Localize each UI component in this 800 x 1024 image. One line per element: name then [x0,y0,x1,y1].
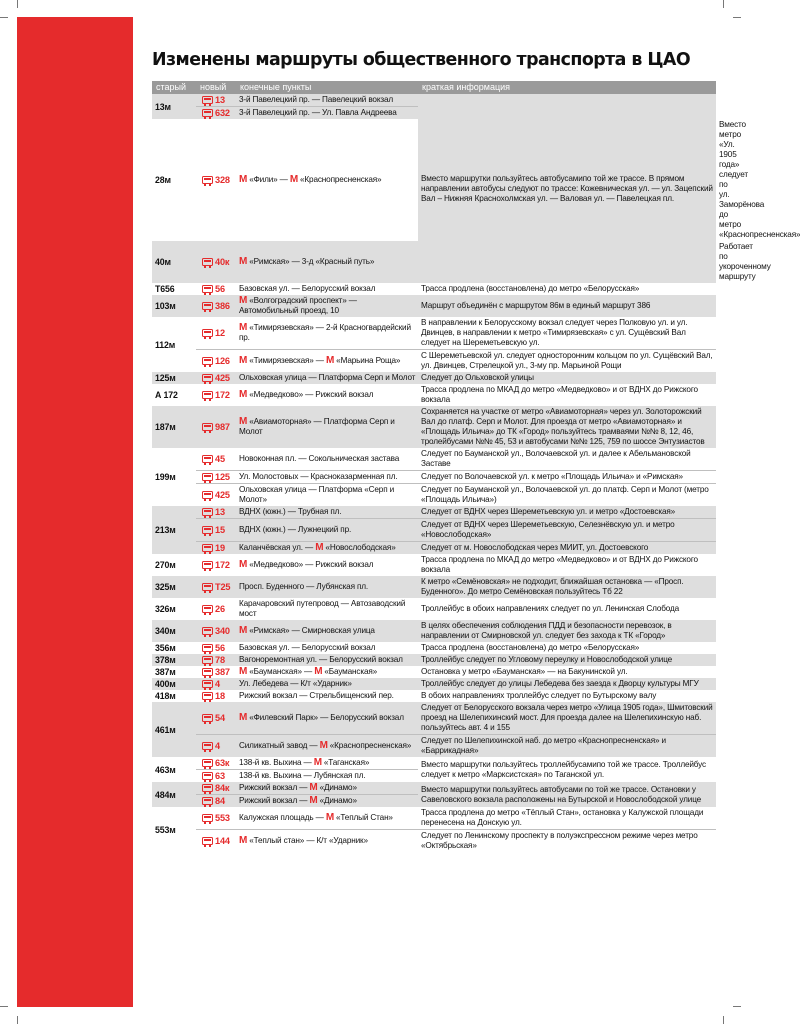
metro-icon: М [325,355,335,366]
crop-mark [723,1016,724,1024]
red-side-band [17,17,133,1007]
route-info: Следует по Волочаевской ул. к метро «Площадь Ильича» и «Римская» [418,471,716,484]
route-endpoints: М «Бауманская» — М «Бауманская» [239,666,378,677]
route-endpoints: М «Волгоградский проспект» — Автомобильный проезд, 10 [239,295,357,315]
bus-icon [202,473,213,481]
new-route-number [196,770,236,783]
table-row [152,757,716,770]
bus-icon [202,837,213,845]
bus-icon [202,526,213,534]
table-row [152,406,716,448]
metro-icon: М [239,355,248,366]
new-route-number [196,107,236,120]
new-route-number [196,295,236,317]
table-row [152,471,716,484]
route-number-label: 328 [215,175,230,185]
route-endpoints: Рижский вокзал — Стрельбищенский пер. [239,691,394,700]
bus-icon [202,285,213,293]
route-endpoints: Силикатный завод — М «Краснопресненская» [236,735,418,758]
bus-icon [202,692,213,700]
route-info: Трасса продлена до метро «Тёплый Стан», остановка у Калужской площади перенесена на Донскую ул. [421,808,704,827]
table-row [152,576,716,598]
metro-icon: М [239,256,248,267]
route-endpoints: Ул. Молостовых — Красноказарменная пл. [236,471,418,484]
route-number-label: 4 [215,679,220,689]
route-info: Трасса продлена (восстановлена) до метро «Белорусская» [421,284,640,293]
route-number-label: 553 [215,813,230,823]
route-endpoints: М «Медведково» — Рижский вокзал [239,559,374,570]
route-endpoints: Ольховская улица — Платформа «Серп и Молот» [236,484,418,507]
route-endpoints: М «Тимирязевская» — М «Марьина Роща» [236,350,418,373]
table-row [152,830,716,853]
route-endpoints: М «Теплый стан» — К/т «Ударник» [236,830,418,853]
table-row [152,372,716,384]
route-info: В целях обеспечения соблюдения ПДД и безопасности перевозок, в направлении от Смирновской ул. следует без захода к ТК «Город» [421,621,672,640]
route-number-label: 19 [215,543,225,553]
new-route-number [196,471,236,484]
bus-icon [202,508,213,516]
metro-icon: М [319,740,328,751]
route-endpoints: Калужская площадь — М «Теплый Стан» [239,812,393,823]
route-number-label: 632 [215,108,230,118]
new-route-number [196,620,236,642]
route-number-label: 18 [215,691,225,701]
new-route-number [196,506,236,519]
new-route-number [196,406,236,448]
bus-icon [202,357,213,365]
route-number-label: 340 [215,626,230,636]
new-route-number [196,642,236,654]
route-number-label: 386 [215,301,230,311]
route-endpoints: 138-й кв. Выхина — Лубянская пл. [236,770,418,783]
metro-icon: М [239,559,248,570]
table-row [152,519,716,542]
old-route-number: 484м [155,789,176,800]
route-number-label: 84 [215,796,225,806]
route-info: Троллейбус следует по Угловому переулку и Новослободской улице [421,655,673,664]
header-old: старый [156,82,187,92]
bus-icon [202,814,213,822]
metro-icon: М [289,174,299,185]
bus-icon [202,455,213,463]
new-route-number [196,350,236,373]
metro-icon: М [239,174,248,185]
route-number-label: 172 [215,390,230,400]
route-info: Следует до Ольховской улицы [421,373,534,382]
old-route-number: 213м [155,525,176,535]
old-route-number: 356м [155,643,176,653]
old-route-number: А 172 [155,390,178,400]
bus-icon [202,374,213,382]
bus-icon [202,561,213,569]
metro-icon: М [309,782,318,793]
bus-icon [202,302,213,310]
bus-icon [202,423,213,431]
new-route-number [196,735,236,758]
route-endpoints: Каланчёвская ул. — М «Новослободская» [236,542,418,555]
route-info: В обоих направлениях троллейбус следует по Бутырскому валу [421,691,657,700]
old-route-number: 28м [155,175,171,185]
route-endpoints: М «Римская» — 3-д «Красный путь» [239,256,375,267]
new-route-number [196,519,236,542]
new-route-number [196,654,236,666]
new-route-number [196,782,236,795]
route-info: Трасса продлена (восстановлена) до метро «Белорусская» [421,643,640,652]
route-info: Следует по Шелепихинской наб. до метро «Краснопресненская» и «Баррикадная» [418,735,716,758]
bus-icon [202,605,213,613]
bus-icon [202,772,213,780]
bus-icon [202,668,213,676]
routes-table [152,81,800,852]
route-info: Маршрут объединён с маршрутом 86м в единый маршрут 386 [421,301,651,310]
crop-mark [0,1006,8,1007]
route-number-label: 84к [215,783,230,793]
route-info: Остановка у метро «Бауманская» — на Бакунинской ул. [421,667,628,676]
new-route-number [196,317,236,350]
metro-icon: М [239,712,248,723]
table-row: 28м 328 М «Фили» — М «Краснопресненская» Вместо метро «Ул. 1905 года» следует по ул. Заморёнова до метро «Краснопресненская» [152,119,716,241]
bus-icon [202,714,213,722]
old-route-number: 199м [155,472,176,482]
old-route-number: 463м [155,764,176,775]
route-info: Вместо маршрутки пользуйтесь автобусами по той же трассе. Остановки у Савеловского вокзала расположены на Бутырской и Новослободской улице [421,784,702,804]
route-number-label: 172 [215,560,230,570]
table-row [152,283,716,295]
route-endpoints: ВДНХ (южн.) — Лужнецкий пр. [236,519,418,542]
route-info: Вместо маршрутки пользуйтесь троллейбусамипо той же трассе. Троллейбус следует к метро «Марксистская» по Таганской ул. [421,759,706,779]
route-info: Следует по Бауманской ул., Волочаевской ул. до платф. Серп и Молот (метро «Площадь Ильича») [418,484,716,507]
route-info: Следует от ВДНХ через Шереметьевскую ул. и метро «Достоевская» [421,507,676,516]
route-info: Трасса продлена по МКАД до метро «Медведково» и от ВДНХ до Рижского вокзала [421,555,698,574]
table-row [152,678,716,690]
table-row [152,350,716,373]
metro-icon: М [239,666,248,677]
table-row [152,620,716,642]
bus-icon [202,258,213,266]
route-info: Сохраняется на участке от метро «Авиамоторная» через ул. Золоторожский Вал до платф. Серп и Молот. Для проезда от метро «Авиамоторная» и «Площадь Ильича» до ТК «Город» пользуйтесь трамваями №№ 8, 12, 46, тролейбусами №№ 45, 53 и автобусами №№ 125, 759 по шоссе Энтузиастов [421,407,705,446]
route-endpoints: 3-й Павелецкий пр. — Павелецкий вокзал [239,95,393,104]
route-info: Троллейбус следует до улицы Лебедева без заезда к Дворцу культуры МГУ [421,679,699,688]
route-info: Следует от ВДНХ через Шереметьевскую, Селезнёвскую ул. и метро «Новослободская» [418,519,716,542]
old-route-number: 553м [155,824,176,835]
table-row [152,690,716,702]
bus-icon [202,329,213,337]
table-row [152,598,716,620]
route-endpoints: Ул. Лебедева — К/т «Ударник» [239,679,352,688]
route-number-label: 15 [215,525,225,535]
metro-icon: М [315,542,324,553]
route-number-label: 987 [215,422,230,432]
route-info: Следует по Ленинскому проспекту в полуэкспрессном режиме через метро «Октябрьская» [418,830,716,853]
bus-icon [202,797,213,805]
old-route-number: 418м [155,691,176,701]
old-route-number: 187м [155,422,176,432]
table-row [152,702,716,735]
new-route-number [196,576,236,598]
new-route-number [196,484,236,507]
page-title: Изменены маршруты общественного транспорта в ЦАО [152,50,691,70]
crop-mark [733,17,741,18]
crop-mark [723,0,724,8]
crop-mark [0,17,8,18]
route-endpoints: М «Авиамоторная» — Платформа Серп и Молот [239,416,395,436]
bus-icon [202,656,213,664]
new-route-number [196,795,236,808]
old-route-number: 461м [155,724,176,735]
bus-icon [202,759,213,767]
old-route-number: Т656 [155,284,175,294]
metro-icon: М [239,416,248,427]
table-row [152,542,716,555]
route-endpoints: Новоконная пл. — Сокольническая застава [239,454,400,463]
bus-icon [202,491,213,499]
table-row [152,448,716,471]
table-row [152,317,716,350]
header-info: краткая информация [422,82,511,92]
bus-icon [202,109,213,117]
new-route-number [196,757,236,770]
old-route-number: 400м [155,679,176,689]
bus-icon [202,544,213,552]
new-route-number [196,830,236,853]
table-row [152,295,716,317]
crop-mark [17,1016,18,1024]
new-route-number [196,678,236,690]
route-number-label: 40к [215,257,230,267]
new-route-number [196,542,236,555]
table-row: 40м 40к М «Римская» — 3-д «Красный путь» Работает по укороченному маршруту [152,241,716,283]
route-number-label: 13 [215,95,225,105]
metro-icon: М [239,389,248,400]
route-number-label: 26 [215,604,225,614]
new-route-number [196,554,236,576]
route-endpoints: Ольховская улица — Платформа Серп и Молот [239,373,416,382]
route-number-label: 63 [215,771,225,781]
table-row [152,554,716,576]
route-number-label: 425 [215,490,230,500]
metro-icon: М [309,795,318,806]
bus-icon [202,680,213,688]
route-endpoints: Рижский вокзал — М «Динамо» [236,795,418,808]
metro-icon: М [325,812,334,823]
route-number-label: 13 [215,507,225,517]
old-route-number: 340м [155,626,176,636]
route-number-label: 387 [215,667,230,677]
document-sheet [152,43,800,852]
bus-icon [202,644,213,652]
new-route-number [196,241,236,283]
new-route-number [196,372,236,384]
metro-icon: М [239,835,248,846]
route-number-label: 4 [215,741,220,751]
new-route-number [196,119,236,241]
bus-icon [202,784,213,792]
route-endpoints: М «Римская» — Смирновская улица [239,625,375,636]
table-row [152,735,716,758]
route-number-label: 12 [215,328,225,338]
route-endpoints: Базовская ул. — Белорусский вокзал [239,284,376,293]
new-route-number [196,283,236,295]
old-route-number: 326м [155,604,176,614]
crop-mark [733,1006,741,1007]
bus-icon [202,742,213,750]
old-route-number: 40м [155,257,171,267]
route-number-label: 78 [215,655,225,665]
route-info: Следует по Бауманской ул., Волочаевской ул. и далее к Абельмановской Заставе [421,449,691,468]
route-number-label: 45 [215,454,225,464]
old-route-number: 387м [155,667,176,677]
crop-mark [17,0,18,8]
route-endpoints: Рижский вокзал — М «Динамо» [239,782,357,793]
table-row [152,807,716,830]
route-number-label: 144 [215,836,230,846]
route-info: Трасса продлена по МКАД до метро «Медведково» и от ВДНХ до Рижского вокзала [421,385,698,404]
header-ends: конечные пункты [240,82,312,92]
route-endpoints: Карачаровский путепровод — Автозаводский мост [239,599,406,618]
route-number-label: Т25 [215,582,231,592]
table-row [152,506,716,519]
old-route-number: 13м [155,101,171,112]
bus-icon [202,391,213,399]
route-number-label: 425 [215,373,230,383]
route-number-label: 54 [215,713,225,723]
bus-icon [202,583,213,591]
route-number-label: 56 [215,284,225,294]
route-endpoints: Просп. Буденного — Лубянская пл. [239,582,369,591]
table-row [152,782,716,795]
new-route-number [196,702,236,735]
route-endpoints: Вагоноремонтная ул. — Белорусский вокзал [239,655,403,664]
new-route-number [196,598,236,620]
old-route-number: 378м [155,655,176,665]
metro-icon: М [239,295,248,306]
route-info: С Шереметьевской ул. следует односторонним кольцом по ул. Сущёвский Вал, ул. Двинцев, Стрелецкой ул., 3-му пр. Марьиной Рощи [418,350,716,373]
old-route-number: 270м [155,560,176,570]
table-row [152,642,716,654]
new-route-number [196,448,236,471]
route-info: К метро «Семёновская» не подходит, ближайшая остановка — «Просп. Буденного». До метро Семёновская пользуйтесь Тб 22 [421,577,684,596]
new-route-number [196,807,236,830]
route-endpoints: 138-й кв. Выхина — М «Таганская» [239,757,370,768]
route-endpoints: Базовская ул. — Белорусский вокзал [239,643,376,652]
route-endpoints: М «Фили» — М «Краснопресненская» [239,174,382,185]
new-route-number [196,94,236,107]
new-route-number [196,666,236,678]
route-endpoints: ВДНХ (южн.) — Трубная пл. [239,507,342,516]
route-number-label: 125 [215,472,230,482]
route-endpoints: 3-й Павелецкий пр. — Ул. Павла Андреева [236,107,418,120]
bus-icon [202,627,213,635]
table-row [152,484,716,507]
route-info: Троллейбус в обоих направлениях следует по ул. Ленинская Слобода [421,604,680,613]
metro-icon: М [239,322,248,333]
route-info: Вместо маршрутки пользуйтесь автобусамипо той же трассе. В прямом направлении автобусы следуют по трассе: Кожевническая ул. — ул. Зацепский Вал – Нижняя Краснохолмская ул. — Валовая ул. — Павелецкая пл. [421,173,713,203]
metro-icon: М [314,666,323,677]
bus-icon [202,176,213,184]
old-route-number: 112м [155,339,176,350]
header-new: новый [200,82,227,92]
metro-icon: М [313,757,322,768]
table-header [152,81,716,94]
old-route-number: 325м [155,582,176,592]
table-row [152,666,716,678]
metro-icon: М [239,625,248,636]
table-row [152,384,716,406]
route-info: В направлении к Белорусскому вокзал следует через Полковую ул. и ул. Двинцев, в направлении к метро «Тимирязевская» с ул. Сущёвский Вал следует на Шереметьевскую ул. [421,318,688,347]
route-endpoints: М «Медведково» — Рижский вокзал [239,389,374,400]
old-route-number: 125м [155,373,176,383]
old-route-number: 103м [155,301,176,311]
new-route-number [196,690,236,702]
route-number-label: 126 [215,356,230,366]
route-number-label: 56 [215,643,225,653]
route-info: Следует от м. Новослободская через МИИТ, ул. Достоевского [418,542,716,555]
route-endpoints: М «Тимирязевская» — 2-й Красногвардейский пр. [239,322,411,342]
route-info: Следует от Белорусского вокзала через метро «Улица 1905 года», Шмитовский проезд на Шелепихинский мост. Для проезда далее на Шелепихинскую наб. пользуйтесь авт. 4 и 155 [421,703,713,732]
bus-icon [202,96,213,104]
table-row [152,654,716,666]
new-route-number [196,384,236,406]
route-endpoints: М «Филевский Парк» — Белорусский вокзал [239,712,404,723]
table-row [152,94,716,107]
route-number-label: 63к [215,758,230,768]
